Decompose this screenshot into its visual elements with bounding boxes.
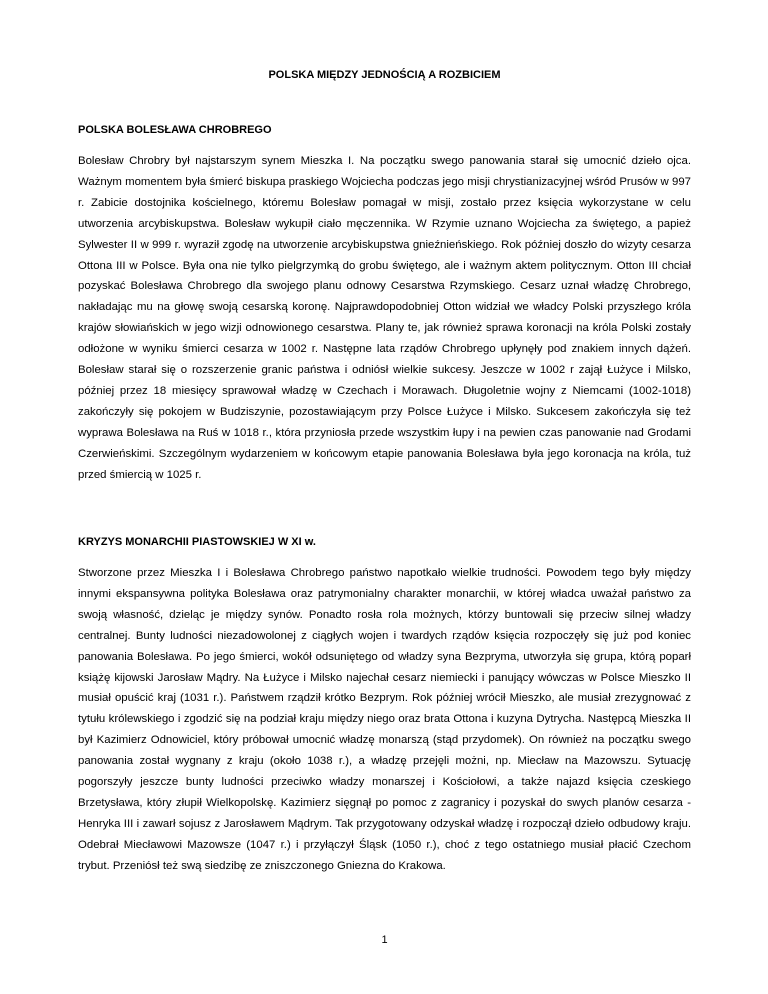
page-number: 1 [381, 934, 388, 946]
document-title: POLSKA MIĘDZY JEDNOŚCIĄ A ROZBICIEM [268, 69, 501, 81]
section-paragraph-chrobry: Bolesław Chrobry był najstarszym synem Mieszka I. Na początku swego panowania starał się umocnić dzieło ojca. Ważnym momentem była śmierć biskupa praskiego Wojciecha podczas jego misji chrystianizacyjnej wśród Prusów w 997 r. Zabicie dostojnika kościelnego, któremu Bolesław pomagał w misji, zostało przez księcia wykorzystane w celu utworzenia arcybiskupstwa. Bolesław wykupił ciało męczennika. W Rzymie uznano Wojciecha za świętego, a papież Sylwester II w 999 r. wyraził zgodę na utworzenie arcybiskupstwa gnieźnieńskiego. Rok później doszło do wizyty cesarza Ottona III w Polsce. Była ona nie tylko pielgrzymką do grobu świętego, ale i ważnym aktem politycznym. Otton III chciał pozyskać Bolesława Chrobrego dla swojego planu odnowy Cesarstwa Rzymskiego. Cesarz uznał władzę Chrobrego, nakładając mu na głowę swoją cesarską koronę. Najprawdopodobniej Otton widział we władcy Polski przyszłego króla krajów słowiańskich w jego wizji odnowionego cesarstwa. Plany te, jak również sprawa koronacji na króla Polski zostały odłożone w wyniku śmierci cesarza w 1002 r. Następne lata rządów Chrobrego upłynęły pod znakiem innych dążeń. Bolesław starał się o rozszerzenie granic państwa i odniósł wielkie sukcesy. Jeszcze w 1002 r zajął Łużyce i Milsko, później przez 18 miesięcy sprawował władzę w Czechach i Morawach. Długoletnie wojny z Niemcami (1002-1018) zakończyły się pokojem w Budziszynie, pozostawiającym przy Polsce Łużyce i Milsko. Sukcesem zakończyła się też wyprawa Bolesława na Ruś w 1018 r., która przyniosła przede wszystkim łupy i na pewien czas panowanie nad Grodami Czerwieńskimi. Szczególnym wydarzeniem w końcowym etapie panowania Bolesława była jego koronacja na króla, tuż przed śmiercią w 1025 r. [78, 155, 691, 481]
section-heading-chrobry: POLSKA BOLESŁAWA CHROBREGO [78, 124, 272, 136]
document-page [78, 0, 691, 994]
section-paragraph-kryzys: Stworzone przez Mieszka I i Bolesława Chrobrego państwo napotkało wielkie trudności. Powodem tego były między innymi ekspansywna polityka Bolesława oraz patrymonialny charakter monarchii, w której władca uważał państwo za swoją własność, dzieląc je między synów. Ponadto rosła rola możnych, którzy buntowali się przeciw silnej władzy centralnej. Bunty ludności niezadowolonej z ciągłych wojen i twardych rządów księcia rozpoczęły się już pod koniec panowania Bolesława. Po jego śmierci, wokół odsuniętego od władzy syna Bezpryma, utworzyła się grupa, którą poparł książę kijowski Jarosław Mądry. Na Łużyce i Milsko najechał cesarz niemiecki i panujący wówczas w Polsce Mieszko II musiał opuścić kraj (1031 r.). Państwem rządził krótko Bezprym. Rok później wrócił Mieszko, ale musiał zrezygnować z tytułu królewskiego i zgodzić się na podział kraju między niego oraz brata Ottona i kuzyna Dytrycha. Następcą Mieszka II był Kazimierz Odnowiciel, który próbował umocnić władzę monarszą (stąd przydomek). On również na początku swego panowania został wygnany z kraju (około 1038 r.), a władzę przejęli możni, np. Miecław na Mazowszu. Sytuację pogorszyły jeszcze bunty ludności przeciwko władzy monarszej i Kościołowi, a także najazd księcia czeskiego Brzetysława, który złupił Wielkopolskę. Kazimierz sięgnął po pomoc z zagranicy i pozyskał do swych planów cesarza - Henryka III i zawarł sojusz z Jarosławem Mądrym. Tak przygotowany odzyskał władzę i rozpoczął dzieło odbudowy kraju. Odebrał Miecławowi Mazowsze (1047 r.) i przyłączył Śląsk (1050 r.), choć z tego ostatniego musiał płacić Czechom trybut. Przeniósł też swą siedzibę ze zniszczonego Gniezna do Krakowa. [78, 567, 691, 872]
section-heading-kryzys: KRYZYS MONARCHII PIASTOWSKIEJ W XI w. [78, 536, 316, 548]
